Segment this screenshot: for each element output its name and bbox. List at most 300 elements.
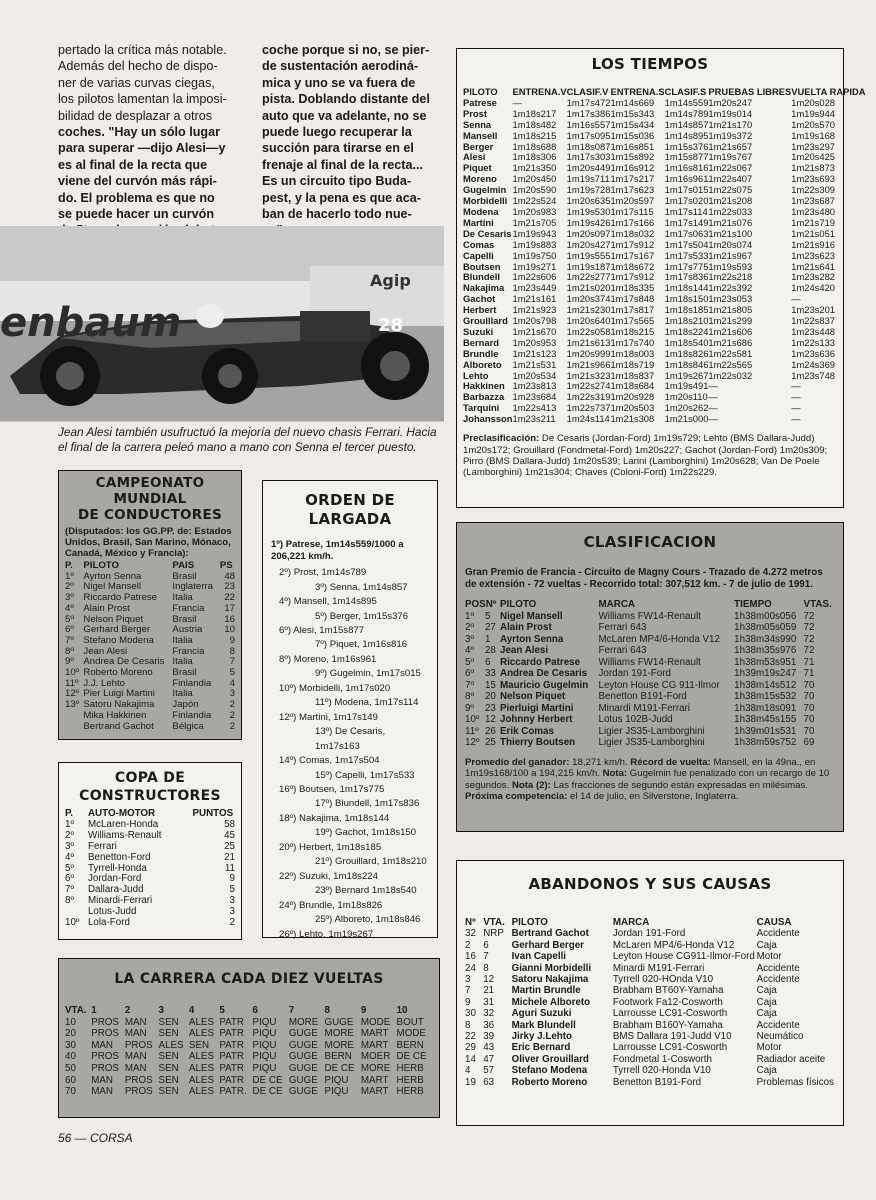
table-cell: 1m19s271 [512,260,557,272]
tiempos-title: LOS TIEMPOS [591,55,709,73]
table-cell: Herbert [463,304,497,316]
header-cell: PILOTO [463,86,498,97]
table-cell: Ligier JS35-Lamborghini [598,725,705,737]
table-cell: 7 [483,951,489,963]
header-cell: 2 [124,1005,131,1016]
table-cell: Senna [463,118,492,130]
table-cell: Nelson Piquet [83,613,144,625]
table-cell: 1m21s641 [791,260,836,272]
table-cell: 1m18s688 [512,140,557,152]
table-cell: 12 [483,974,495,986]
table-cell: Jordan 191-Ford [598,668,671,679]
header-cell: VTA. [483,917,505,928]
table-cell: 1m21s606 [708,325,753,337]
table-cell: 7º [465,679,475,691]
grid-entry: 25º) Alboreto, 1m18s846 [315,914,421,926]
table-cell: 1m22s067 [708,162,753,174]
table-cell: Mansell [463,129,498,141]
table-cell: Grouillard [463,315,508,327]
table-cell: Hakkinen [463,380,505,392]
table-row [465,703,835,715]
grid-entry: 21º) Grouillard, 1m18s210 [315,856,427,868]
table-cell: PROS [91,1016,119,1028]
table-cell: SEN [158,1016,179,1028]
table-cell: GUGE [288,1039,318,1051]
table-cell: McLaren MP4/6-Honda V12 [612,939,735,951]
table-row [465,1077,835,1088]
table-cell: PATR [219,1016,244,1028]
table-cell: MORE [324,1039,354,1051]
table-cell: 1m18s215 [512,129,557,141]
table-cell: 1m19s491 [664,380,709,392]
header-cell: CLASIF.S [664,86,707,97]
table-cell: 1h38m59s752 [734,737,797,748]
table-cell: — [708,391,718,403]
table-cell: GUGE [324,1016,354,1028]
table-cell: 1m16s816 [664,162,709,174]
table-cell: 1m23s636 [791,347,836,359]
table-cell: De Cesaris [463,227,512,239]
table-cell: 1m20s570 [791,118,836,130]
table-cell: 20 [65,1028,76,1040]
table-row [65,918,235,929]
table-cell: PIQU [252,1016,277,1028]
table-cell: Oliver Grouillard [511,1053,589,1065]
grid-entry: 23º) Bernard 1m18s540 [315,885,417,897]
table-cell: Japón [172,699,199,711]
table-cell: ALES [188,1016,214,1028]
preclasificacion-note: Preclasificación: De Cesaris (Jordan-Ford) 1m19s729; Lehto (BMS Dallara-Judd) 1m20s172; Grouillard (Fondmetal-Ford) 1m20s227; Gachot (Jordan-Ford) 1m20s309; Pirro (BMS Dallara-Judd) 1m20s539; Larini (Lamborghini) 1m20s628; Van De Poele (Lamborghini) 1m21s304; Chaves (Coloni-Ford) 1m22s229. [463,433,828,479]
table-cell: 1m22s392 [708,282,753,294]
table-cell: 1m23s687 [791,195,836,207]
table-cell: Satoru Nakajima [511,974,589,986]
table-cell: 15 [484,679,496,691]
table-cell: GUGE [288,1062,318,1074]
table-cell: Riccardo Patrese [500,656,581,668]
table-cell: Moreno [463,173,497,185]
table-row [65,1063,433,1075]
table-cell: 7 [229,656,235,668]
table-cell: GUGE [288,1074,318,1086]
table-row [65,1086,433,1098]
table-cell: Roberto Moreno [83,667,153,679]
table-cell: Michele Alboreto [511,996,591,1008]
table-row [465,985,835,996]
table-cell: 1m17s149 [664,216,709,228]
table-cell: Bélgica [172,720,204,732]
table-cell: Ferrari 643 [598,622,647,633]
table-cell: 1h39m19s247 [734,668,797,679]
table-cell: Alboreto [463,358,502,370]
table-row [463,251,866,262]
table-cell: DE CE [252,1074,283,1086]
table-cell: PATR [219,1051,244,1063]
table-cell: Ayrton Senna [500,633,564,645]
table-cell: Gugelmin [463,184,507,196]
table-cell: Barbazza [463,391,505,403]
table-cell: Caja [756,939,777,951]
table-cell: 1m17s836 [664,271,709,283]
header-cell: P. [65,560,73,571]
table-cell: Leyton House CG 911-Ilmor [598,679,720,691]
table-cell: 1m24s420 [791,282,836,294]
table-cell: 1m22s133 [791,336,836,348]
table-cell: 1m19s555 [566,249,611,261]
table-cell: NRP [483,928,504,940]
table-cell: 6 [484,656,491,668]
table-cell: 10 [224,624,235,636]
header-cell: CAUSA [756,917,792,928]
article-line: se puede hacer un curvón [58,207,215,222]
table-cell: Francia [172,602,205,614]
table-row [465,1054,835,1065]
table-cell: ALES [188,1028,214,1040]
table-cell: — [708,413,718,425]
table-cell: 1m21s350 [512,162,557,174]
table-cell: 1m17s020 [664,195,709,207]
table-cell: Nakajima [463,282,505,294]
table-cell: Stefano Modena [83,634,154,646]
table-cell: PROS [91,1028,119,1040]
table-row [465,668,835,680]
table-cell: BOUT [396,1016,424,1028]
table-cell: Minardi M191-Ferrari [612,962,705,974]
grid-entry: 10º) Morbidelli, 1m17s020 [279,682,391,694]
grid-entry: 9º) Gugelmin, 1m17s015 [315,668,421,680]
table-cell: 1m20s798 [512,315,557,327]
table-cell: PATR. [219,1086,247,1098]
grid-entry: 19º) Gachot, 1m18s150 [315,827,417,839]
orden-pole: 1º) Patrese, 1m14s559/1000 a 206,221 km/h. [271,539,404,562]
table-cell: 1m17s565 [610,315,655,327]
table-row [465,726,835,738]
table-cell: 1m20s074 [708,238,753,250]
table-row [465,1020,835,1031]
table-cell: 1m22s737 [566,402,611,414]
table-cell: 1m18s306 [512,151,557,163]
table-cell: 2 [229,720,235,732]
table-cell: Accidente [756,1019,800,1031]
table-row [463,360,866,371]
grid-entry: 20º) Herbert, 1m18s185 [279,841,382,853]
table-row [465,940,835,951]
clasificacion-table [465,599,835,749]
table-cell: 1m17s386 [566,107,611,119]
table-cell: 1m19s943 [512,227,557,239]
header-cell: 1 [91,1005,97,1016]
table-row [465,997,835,1008]
table-cell: 10 [65,1016,76,1028]
article-line: coche porque si no, se pier- [262,43,430,57]
table-cell: Bertrand Gachot [511,928,589,940]
table-cell: 32 [483,1008,495,1020]
table-cell: 1m19s883 [512,238,557,250]
table-cell: Nelson Piquet [500,691,566,702]
table-cell: 6 [483,939,489,951]
table-cell: 8º [65,645,74,657]
table-cell: GUGE [288,1028,318,1040]
table-cell: Tyrrell 020-HOnda V10 [612,974,714,986]
copa-table [65,809,235,929]
table-cell: Thierry Boutsen [500,737,576,748]
header-cell: VTA. [65,1005,87,1016]
table-cell: 1m17s623 [610,184,655,196]
page-footer: 56 — CORSA [58,1131,133,1145]
table-cell: 70 [803,679,815,691]
table-cell: 27 [484,622,496,633]
table-cell: — [791,380,801,392]
grid-entry: 22º) Suzuki, 1m18s224 [279,870,378,882]
table-cell: J.J. Lehto [83,677,126,689]
table-cell: 1m22s058 [566,325,611,337]
table-cell: 2 [229,917,235,929]
table-cell: 4º [65,602,74,614]
header-cell: POSNº [465,599,497,610]
table-cell: 1m20s590 [512,184,557,196]
header-cell: VTAS. [803,599,832,610]
table-cell: 1h39m01s531 [734,725,797,737]
table-cell: 70 [803,702,815,714]
header-cell: VUELTA RAPIDA [791,86,866,97]
table-cell: 7º [65,634,74,646]
table-cell: 1m21s613 [566,336,611,348]
table-cell: 1m17s166 [610,216,655,228]
table-cell: 1m17s095 [566,129,611,141]
ferrari-car-illustration [0,226,444,422]
table-cell: 1h38m14s512 [734,679,797,691]
table-cell: Francia [172,645,205,657]
table-cell: 1m17s015 [664,184,709,196]
header-cell: ENTRENA.V [512,86,567,97]
table-cell: 1m21s670 [512,325,557,337]
table-cell: 13º [65,699,80,711]
table-cell: Brasil [172,667,197,679]
table-cell: 1º [65,818,75,830]
sponsor-sign-left: enbaum [0,300,182,346]
table-cell: 1m20s028 [791,96,836,108]
header-cell: PILOTO [500,599,537,610]
table-cell: 1m22s309 [791,184,836,196]
tiempos-table [463,87,866,425]
table-cell: 1m21s051 [791,227,836,239]
orden-title: ORDEN DE LARGADA [305,491,395,528]
table-cell: 29 [465,1042,476,1054]
table-cell: DE CE [324,1062,355,1074]
table-cell: 1m21s170 [708,118,753,130]
table-cell: Lotus 102B-Judd [598,714,673,725]
table-cell: Boutsen [463,260,501,272]
table-cell: 4 [465,1065,471,1077]
table-cell: Caja [756,985,777,997]
table-cell: 58 [224,818,235,830]
table-cell: PATR [219,1074,244,1086]
table-cell: Pier Luigi Martini [83,688,155,700]
table-cell: 33 [484,668,496,679]
header-cell: 8 [324,1005,330,1016]
table-cell: 1m23s297 [791,140,836,152]
table-cell: 1m23s693 [791,173,836,185]
table-cell: SEN [158,1051,179,1063]
table-cell: 1m19s372 [708,129,753,141]
table-cell: 70 [803,691,815,702]
table-cell: 1m18s144 [664,282,709,294]
table-row [465,1065,835,1076]
table-cell: 23 [484,702,496,714]
table-cell: 1m18s846 [664,358,709,370]
table-cell: 1m17s775 [664,260,709,272]
table-cell: Brasil [172,570,197,582]
table-cell: 1m23s449 [512,282,557,294]
grid-entry: 16º) Boutsen, 1m17s775 [279,783,385,795]
table-cell: 1m23s623 [791,249,836,261]
grid-entry: 13º) De Cesaris, 1m17s163 [315,726,386,752]
table-cell: Larrousse LC91-Cosworth [612,1042,728,1054]
table-row [65,604,235,615]
carrera-table [65,1005,433,1098]
grid-entry: 3º) Senna, 1m14s857 [315,581,408,593]
table-cell: 1m18s210 [664,315,709,327]
table-cell: 1m20s999 [566,347,611,359]
article-line: mica y uno se va fuera de [262,75,416,90]
table-cell: Italia [172,656,193,668]
table-cell: Minardi-Ferrari [87,895,153,907]
table-cell: 9º [465,702,475,714]
table-cell: 30 [65,1039,76,1051]
table-cell: Fondmetal 1-Cosworth [612,1053,712,1065]
table-cell: 5º [65,862,75,874]
table-cell: 1m19s767 [708,151,753,163]
grid-entry: 11º) Modena, 1m17s114 [315,697,419,709]
table-row [465,963,835,974]
table-cell: 1m20s110 [664,391,708,403]
table-row [465,951,835,962]
table-cell: 63 [483,1076,495,1088]
table-cell: PROS [124,1039,153,1051]
table-cell: 22 [465,1031,476,1043]
table-cell: 5º [465,656,475,668]
table-cell: 69 [803,737,815,748]
article-column-2 [262,42,448,239]
table-cell: Eric Bernard [511,1042,571,1054]
table-cell: GUGE [288,1086,318,1098]
table-row [65,1075,433,1087]
table-cell: 14 [465,1053,476,1065]
table-cell: 1m19s530 [566,205,611,217]
table-cell: ALES [188,1086,214,1098]
table-cell: ALES [188,1051,214,1063]
table-cell: 8 [229,645,235,657]
table-cell: 5 [484,610,491,622]
table-cell: 1m17s740 [610,336,655,348]
table-cell: Patrese [463,96,497,108]
table-cell: 1m18s003 [610,347,655,359]
table-cell: Ligier JS35-Lamborghini [598,737,705,748]
table-cell: 1m22s274 [566,380,611,392]
photo-caption: Jean Alesi también usufructuó la mejoría del nuevo chasis Ferrari. Hacia el final de la carrera peleó mano a mano con Senna el tercer puesto. [58,425,437,454]
table-cell: McLaren-Honda [87,818,159,830]
table-cell: 2 [229,709,235,721]
table-cell: 3º [65,840,75,852]
grid-entry: 12º) Martini, 1m17s149 [279,711,378,723]
table-cell: 1º [65,570,74,582]
header-cell: PRUEBAS LIBRES [708,86,792,97]
table-cell: 72 [803,610,815,622]
table-cell: 1m14s559 [664,96,709,108]
article-line: bilidad de desplazar a otros [58,108,213,123]
table-cell: 1m18s087 [566,140,611,152]
table-row [65,1051,433,1063]
table-cell: 1m20s534 [512,369,557,381]
table-cell: 1m20s097 [566,227,611,239]
table-row [65,842,235,853]
table-cell: McLaren MP4/6-Honda V12 [598,633,720,645]
table-cell: Alesi [463,151,486,163]
header-cell: PS [219,560,233,571]
table-cell: 1m20s928 [610,391,655,403]
table-cell [65,711,83,722]
table-cell: 1m17s912 [610,238,655,250]
table-cell: 39 [483,1031,495,1043]
table-cell: — [791,391,801,403]
table-cell: MODE [360,1016,391,1028]
table-cell: 1h38m53s951 [734,656,797,668]
copa-box [58,762,242,940]
header-cell: MARCA [612,917,650,928]
table-cell: 1m17s167 [610,249,655,261]
article-line: auto que va adelante, no se [262,108,427,123]
table-cell: 1m18s826 [664,347,709,359]
copa-title: COPA DE CONSTRUCTORES [79,770,221,804]
table-cell: Johnny Herbert [500,714,573,725]
table-cell: SEN [188,1039,210,1051]
table-cell: Jordan 191-Ford [612,928,686,940]
table-cell: 1m22s277 [566,271,611,283]
article-line: ban de hacerlo todo nue- [262,207,412,222]
table-cell: 1m21s123 [512,347,557,359]
article-line: Además del hecho de dispo- [58,59,218,74]
table-cell: 1m15s036 [610,129,655,141]
table-cell: Jirky J.Lehto [511,1031,573,1043]
table-cell: Mark Blundell [511,1019,576,1031]
article-line: pista. Doblando distante del [262,92,430,107]
table-cell: Accidente [756,962,800,974]
table-cell: 5 [229,667,235,679]
table-cell: Gachot [463,293,496,305]
table-cell: — [791,402,801,414]
table-cell: Italia [172,634,193,646]
table-cell: 1m23s053 [708,293,753,305]
table-cell: 1m22s565 [708,358,753,370]
article-line: do. El problema es que no [58,190,215,205]
table-cell: Problemas físicos [756,1076,834,1088]
table-cell: Gianni Morbidelli [511,962,592,974]
header-cell: AUTO-MOTOR [87,808,156,819]
table-cell: 1m18s719 [610,358,655,370]
table-cell: 1m24s114 [566,413,610,425]
table-row [65,722,235,733]
table-cell: ALES [188,1062,214,1074]
table-cell: Ferrari 643 [598,645,647,656]
table-cell: Bertrand Gachot [83,720,154,732]
table-cell: Italia [172,592,193,604]
header-cell: PAIS [172,560,195,571]
table-cell: Stefano Modena [511,1065,588,1077]
table-cell: Johansson [463,413,513,425]
table-cell: Ivan Capelli [511,951,567,963]
tiempos-box [456,48,866,508]
table-cell: 1m19s750 [512,249,557,261]
table-cell: 30 [465,1008,476,1020]
